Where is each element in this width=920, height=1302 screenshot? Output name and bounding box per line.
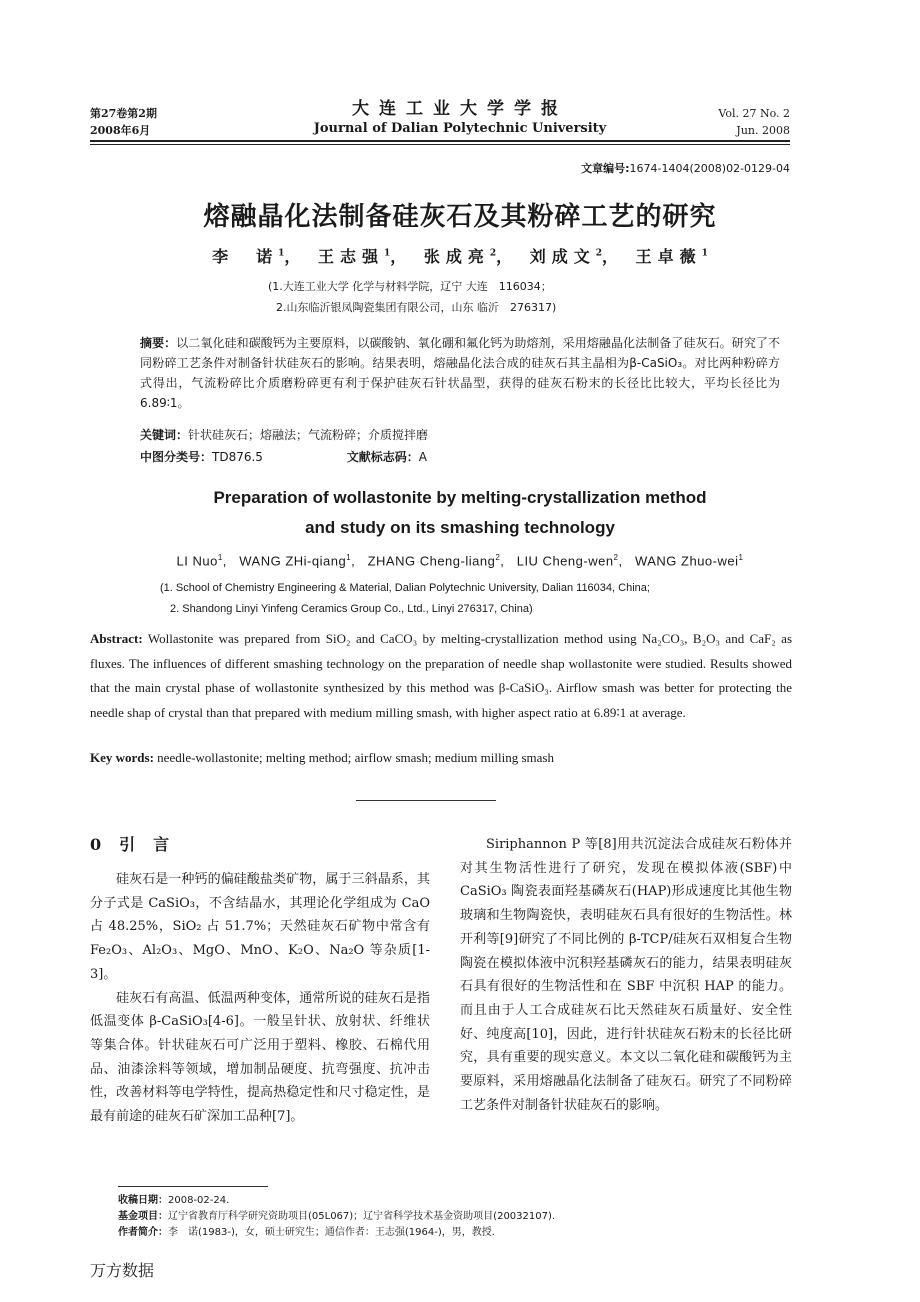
abstract-cn: [140, 333, 780, 413]
author-affil-mark: 1: [738, 553, 744, 562]
author-list-cn: 李 诺$^1$， 王志强$^1$， 张成亮$^2$， 刘成文$^2$， 王卓薇$^1$: [212, 247, 708, 266]
doc-code-value: A: [418, 450, 428, 464]
footnote-label: 收稿日期：: [118, 1195, 168, 1206]
footnote-author-bio: [118, 1225, 555, 1241]
affiliation-line: (1.大连工业大学 化学与材料学院，辽宁 大连 116034；: [268, 280, 552, 293]
date-en: Jun. 2008: [736, 124, 790, 137]
affiliation-line: (1. School of Chemistry Engineering & Material, Dalian Polytechnic University, Dalian 116034, China;: [160, 582, 650, 594]
article-number-value: 1674-1404(2008)02-0129-04: [629, 162, 790, 175]
author-list-en: LI Nuo$^1$, WANG ZHi-qiang$^1$, ZHANG Cheng-liang$^2$, LIU Cheng-wen$^2$, WANG Zhuo-wei$^1$: [176, 553, 744, 569]
journal-name-cn: 大连工业大学学报: [352, 99, 568, 119]
author-name-cn: 王志强: [318, 247, 385, 266]
paper-title-en: [90, 483, 830, 543]
author-affil-mark: 1: [278, 248, 285, 259]
section-title: 引言: [119, 835, 188, 854]
keywords-cn-text: 针状硅灰石；熔融法；气流粉碎；介质搅拌磨: [188, 428, 429, 442]
volume-issue-en: Vol. 27 No. 2: [718, 107, 790, 120]
doc-code-label: 文献标志码：: [346, 450, 419, 464]
date-cn: 2008年6月: [90, 124, 151, 137]
keywords-en-label: Key words:: [90, 750, 154, 765]
footnote-text: 李 诺(1983-)，女，硕士研究生；通信作者：王志强(1964-)，男，教授.: [168, 1227, 495, 1238]
footnote-text: 辽宁省教育厅科学研究资助项目(05L067)；辽宁省科学技术基金资助项目(20032107).: [168, 1211, 556, 1222]
footnote-label: 作者简介：: [118, 1227, 168, 1238]
footnote-text: 2008-02-24.: [168, 1195, 230, 1206]
footnote-rule: [118, 1186, 268, 1187]
author-affil-mark: 2: [595, 248, 602, 259]
author-name-en: WANG Zhuo-wei: [634, 553, 739, 569]
abstract-en: [90, 627, 792, 725]
author-affil-mark: 2: [613, 553, 619, 562]
author-name-en: LI Nuo: [176, 553, 218, 569]
author-affil-mark: 1: [701, 248, 708, 259]
clc-label: 中图分类号：: [140, 450, 213, 464]
body-column-left: [90, 868, 430, 1129]
running-header-left: [90, 105, 157, 139]
author-affil-mark: 1: [346, 553, 352, 562]
author-name-cn: 王卓薇: [635, 247, 702, 266]
abstract-cn-label: 摘要：: [140, 336, 177, 350]
author-name-cn: 李 诺: [212, 247, 279, 266]
header-rule-thick: [90, 140, 790, 142]
keywords-en: [90, 750, 554, 766]
section-number: 0: [90, 835, 102, 854]
abstract-en-label: Abstract:: [90, 631, 143, 646]
running-header-center: [240, 97, 680, 137]
article-number: [581, 160, 790, 176]
section-separator: [356, 800, 496, 801]
volume-issue-cn: 第27卷第2期: [90, 107, 157, 120]
body-paragraph: 硅灰石有高温、低温两种变体，通常所说的硅灰石是指低温变体 β-CaSiO₃[4-6]。一般呈针状、放射状、纤维状等集合体。针状硅灰石可广泛用于塑料、橡胶、石棉代用品、油漆涂料等领域，增加制品硬度、抗弯强度、抗冲击性，改善材料等电学特性，提高热稳定性和尺寸稳定性，是最有前途的硅灰石矿深加工品种[7]。: [90, 990, 430, 1125]
body-paragraph: Siriphannon P 等[8]用共沉淀法合成硅灰石粉体并对其生物活性进行了研究，发现在模拟体液(SBF)中 CaSiO₃ 陶瓷表面羟基磷灰石(HAP)形成速度比其他生物玻璃和生物陶瓷快，表明硅灰石具有很好的生物活性。林开利等[9]研究了不同比例的 β-TCP/硅灰石双相复合生物陶瓷在模拟体液中沉积羟基磷灰石的能力，结果表明硅灰石具有很好的生物活性和在 SBF 中沉积 HAP 的能力。而且由于人工合成硅灰石比天然硅灰石质量好、安全性好、纯度高[10]，因此，进行针状硅灰石粉末的长径比研究，具有重要的现实意义。本文以二氧化硅和碳酸钙为主要原料，采用熔融晶化法制备了硅灰石。研究了不同粉碎工艺条件对制备针状硅灰石的影响。: [460, 837, 792, 1113]
keywords-cn-label: 关键词：: [140, 428, 189, 442]
classification-cn: [140, 448, 427, 465]
title-en-line: and study on its smashing technology: [305, 518, 615, 537]
abstract-en-text: Wollastonite was prepared from SiO₂ and CaCO₃ by melting-crystallization method using Na₂CO₃, B₂O₃ and CaF₂ as fluxes. The influences of different smashing technology on the preparation of needle shap wollastonite were studied. Results showed that the main crystal phase of wollastonite synthesized by this method was β-CaSiO₃. Airflow smash was better for protecting the needle shap of crystal than that prepared with medium milling smash, with higher aspect ratio at 6.89∶1 at average.: [90, 631, 793, 720]
author-name-en: WANG ZHi-qiang: [239, 553, 347, 569]
affiliations-en: [160, 578, 650, 620]
keywords-en-text: needle-wollastonite; melting method; airflow smash; medium milling smash: [157, 750, 554, 765]
header-rule-thin: [90, 144, 790, 145]
footnotes: [118, 1193, 555, 1241]
running-header-right: [718, 105, 790, 139]
section-heading: [90, 832, 187, 855]
paper-title-cn: 熔融晶化法制备硅灰石及其粉碎工艺的研究: [203, 202, 717, 232]
footnote-label: 基金项目：: [118, 1211, 168, 1222]
source-watermark: 万方数据: [90, 1261, 155, 1280]
author-name-cn: 张成亮: [423, 247, 490, 266]
author-name-en: ZHANG Cheng-liang: [367, 553, 496, 569]
journal-name-en: Journal of Dalian Polytechnic University: [313, 121, 607, 136]
footnote-received: [118, 1193, 555, 1209]
body-paragraph: 硅灰石是一种钙的偏硅酸盐类矿物，属于三斜晶系，其分子式是 CaSiO₃，不含结晶水，其理论化学组成为 CaO 占 48.25%，SiO₂ 占 51.7%；天然硅灰石矿物中常含有 Fe₂O₃、Al₂O₃、MgO、MnO、K₂O、Na₂O 等杂质[1-3]。: [90, 872, 430, 982]
keywords-cn: [140, 426, 428, 443]
abstract-cn-text: 以二氧化硅和碳酸钙为主要原料，以碳酸钠、氧化硼和氟化钙为助熔剂，采用熔融晶化法制备了硅灰石。研究了不同粉碎工艺条件对制备针状硅灰石的影响。结果表明，熔融晶化法合成的硅灰石其主晶相为β-CaSiO₃。对比两种粉碎方式得出，气流粉碎比介质磨粉碎更有利于保护硅灰石针状晶型，获得的硅灰石粉末的长径比比较大，平均长径比为 6.89∶1。: [140, 336, 780, 410]
author-name-cn: 刘成文: [529, 247, 596, 266]
author-affil-mark: 1: [384, 248, 391, 259]
article-number-label: 文章编号:: [581, 162, 630, 175]
author-affil-mark: 2: [489, 248, 497, 259]
author-affil-mark: 2: [495, 553, 501, 562]
body-column-right: [460, 833, 792, 1117]
author-name-en: LIU Cheng-wen: [516, 553, 614, 569]
author-affil-mark: 1: [217, 553, 223, 562]
title-en-line: Preparation of wollastonite by melting-crystallization method: [213, 488, 707, 507]
affiliation-line: 2. Shandong Linyi Yinfeng Ceramics Group Co., Ltd., Linyi 276317, China): [170, 603, 533, 615]
affiliations-cn: [268, 276, 556, 318]
affiliation-line: 2.山东临沂银凤陶瓷集团有限公司，山东 临沂 276317): [276, 301, 557, 314]
footnote-funding: [118, 1209, 555, 1225]
clc-value: TD876.5: [212, 450, 263, 464]
